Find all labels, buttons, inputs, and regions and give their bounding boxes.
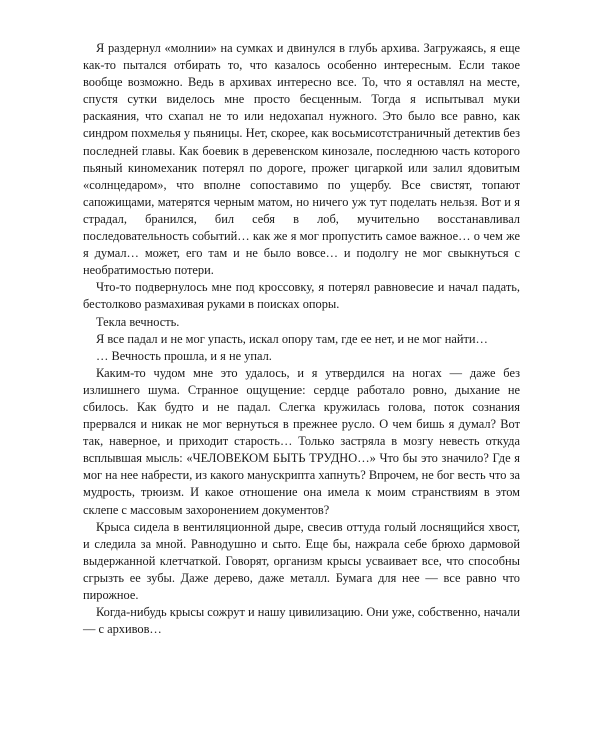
paragraph-7: Крыса сидела в вентиляционной дыре, свесив оттуда голый лоснящийся хвост, и следила за мной. Равнодушно и сыто. Еще бы, нажрала себе брюхо дармовой выдержанной клетчаткой. Говорят, организм крысы усваивает все, что способны сгрызть ее зубы. Даже дерево, даже металл. Бумага для нее — все равно что пирожное. xyxy=(83,519,520,602)
paragraph-1: Я раздернул «молнии» на сумках и двинулся в глубь архива. Загружаясь, я еще как-то пытался отбирать то, что казалось особенно интересным. Если такое вообще возможно. Ведь в архивах интересно все. То, что я оставлял на месте, спустя сутки виделось мне просто бесценным. Тогда я испытывал муки раскаяния, что схапал не то или недохапал нужного. Это было все равно, как синдром похмелья у пьяницы. Нет, скорее, как восьмисотстраничный детектив без последней главы. Как боевик в деревенском кинозале, последнюю часть которого пьяный киномеханик потерял по дороге, прожег цигаркой или залил ядовитым «солнцедаром», что вполне сопоставимо по ущербу. Все свистят, топают сапожищами, матерятся черным матом, но ничего уж тут поделать нельзя. Вот и я страдал, бранился, бил себя в лоб, мучительно восстанавливал последовательность событий… как же я мог пропустить самое важное… о чем же я думал… может, его там и не было вовсе… и подолгу не мог свыкнуться с необратимостью потери. xyxy=(83,41,520,278)
paragraph-3: Текла вечность. xyxy=(96,314,180,329)
book-page xyxy=(83,40,520,638)
paragraph-6: Каким-то чудом мне это удалось, и я утвердился на ногах — даже без излишнего шума. Странное ощущение: сердце работало ровно, дыхание не сбилось. Как будто и не падал. Слегка кружилась голова, поток сознания прервался и никак не мог вернуться в прежнее русло. О чем бишь я думал? Вот так, наверное, и приходит старость… Только застряла в мозгу невесть откуда всплывшая мысль: «ЧЕЛОВЕКОМ БЫТЬ ТРУДНО…» Что бы это значило? Где я мог на нее набрести, из какого манускрипта хапнуть? Впрочем, не бог весть что за мудрость, трюизм. И какое отношение она имела к моим странствиям в этом склепе с массовым захоронением документов? xyxy=(83,365,520,517)
paragraph-2: Что-то подвернулось мне под кроссовку, я потерял равновесие и начал падать, бестолково размахивая руками в поисках опоры. xyxy=(83,280,520,312)
paragraph-5: … Вечность прошла, и я не упал. xyxy=(96,348,272,363)
paragraph-8: Когда-нибудь крысы сожрут и нашу цивилизацию. Они уже, собственно, начали — с архивов… xyxy=(83,605,520,637)
paragraph-4: Я все падал и не мог упасть, искал опору там, где ее нет, и не мог найти… xyxy=(96,331,488,346)
